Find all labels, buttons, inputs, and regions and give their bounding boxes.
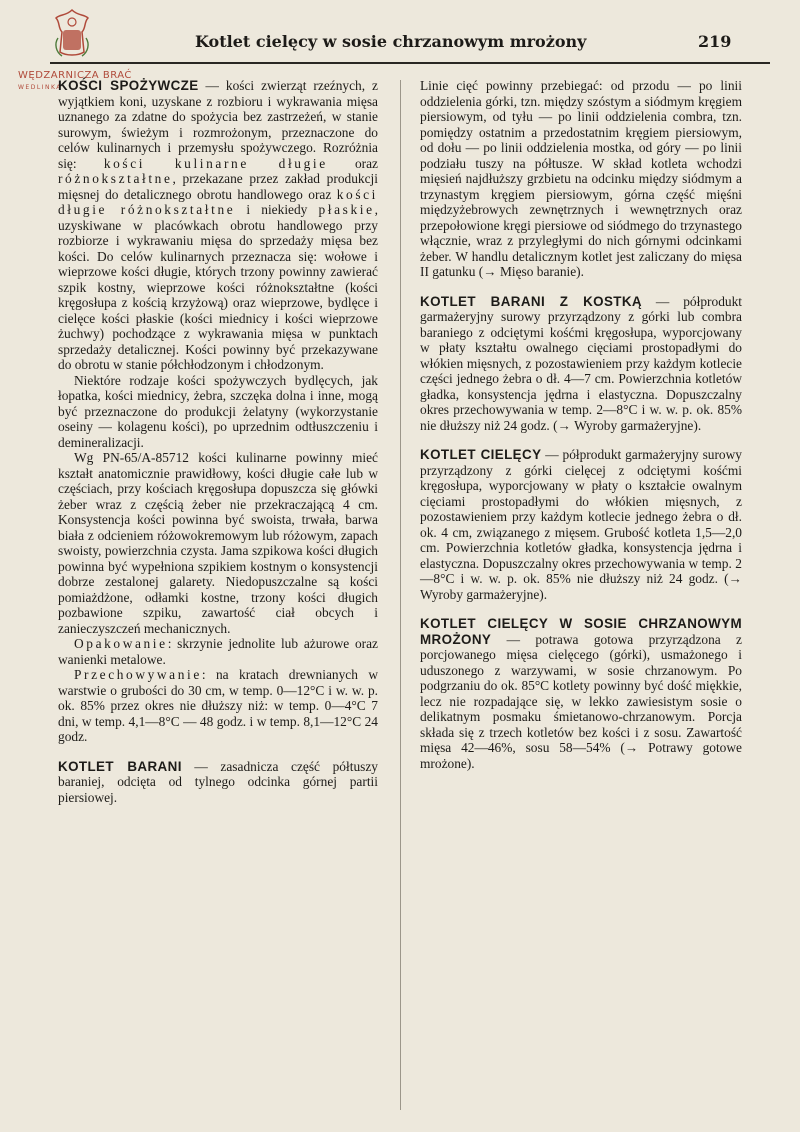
- header-rule: [50, 62, 770, 64]
- column-divider: [400, 80, 401, 1110]
- right-column: [420, 78, 742, 771]
- entry-kotlet-barani: [58, 759, 378, 806]
- entry-text: : na kratach drewnianych w warstwie o grubości do 30 cm, w temp. 0—12°C i w. w. p. ok. 85% przez okres nie dłuższy niż: w temp. 0—4°C 7 dni, w temp. 4,1—8°C — 48 godz. i w temp. 8,1—12°C 24 godz.: [58, 667, 378, 744]
- entry-kosci-spozywcze: [58, 78, 378, 373]
- crest-icon: [52, 8, 92, 60]
- entry-term: KOTLET BARANI: [58, 758, 182, 774]
- entry-text: , przekazane przez zakład produkcji mięsnej do detalicznego obrotu handlowego oraz: [58, 171, 378, 202]
- spaced-term: Opakowanie: [74, 636, 168, 651]
- watermark-title: WĘDZARNICZA BRAĆ: [18, 70, 132, 81]
- spaced-term: kości kulinarne długie: [103, 155, 328, 171]
- entry-kotlet-cielecy: [420, 447, 742, 602]
- left-column: [58, 78, 378, 805]
- paragraph-przechowywanie: [58, 667, 378, 745]
- entry-term: KOŚCI SPOŻYWCZE: [58, 78, 199, 93]
- watermark-logo: [30, 8, 114, 60]
- entry-kotlet-cielecy-w-sosie: [420, 616, 742, 771]
- entry-term: KOTLET BARANI Z KOSTKĄ: [420, 293, 643, 309]
- entry-text: i niekiedy: [235, 202, 319, 217]
- paragraph: Niektóre rodzaje kości spożywczych bydlęcych, jak łopatka, kości miednicy, żebra, szczęka dolna i inne, mogą być przeznaczone do produkcji żelatyny (wykorzystanie oseiny — kolagenu kości), po uprzednim odtłuszczeniu i demineralizacji.: [58, 372, 378, 450]
- entry-text: oraz: [327, 155, 379, 171]
- entry-text: — półprodukt garmażeryjny surowy przyrządzony z górki cielęcej z odciętymi kośćmi kręgosłupa, wyporcjowany w płaty o kształcie owalnym cięciami prostopadłymi do włókien mięsnych, z pozostawieniem przy każdym kotlecie jednego żebra o dł. ok. 4 cm, związanego z mięsem. Grubość kotleta 1,5—2,0 cm. Powierzchnia kotletów gładka, konsystencja jędrna i elastyczna. Dopuszczalny okres przechowywania w temp. 2—8°C i w. w. p. ok. 85% nie dłuższy niż 24 godz. (→ Wyroby garmażeryjne).: [420, 447, 742, 602]
- watermark-subtitle: WEDLINKA: [18, 84, 62, 91]
- spaced-term: kości długie różnokształtne: [58, 186, 378, 217]
- entry-kotlet-barani-z-kostka: [420, 294, 742, 434]
- entry-text: : skrzynie jednolite lub ażurowe oraz wanienki metalowe.: [58, 636, 378, 667]
- entry-term: KOTLET CIELĘCY W SOSIE CHRZANOWYM MROŻONY: [420, 616, 742, 647]
- spaced-term: różnokształtne: [58, 171, 173, 186]
- paragraph: Wg PN-65/A-85712 kości kulinarne powinny mieć kształt anatomicznie prawidłowy, kości długie całe lub w częściach, przy kościach kręgosłupa dopuszcza się główki żeber wraz z częścią żeber nie przekraczającą 4 cm. Konsystencja kości powinna być swoista, trwała, barwa biała z odcieniem różowokremowym lub różowym, zapach swoisty, powierzchnia czysta. Jama szpikowa kości długich powinna być wypełniona szpikiem kostnym o konsystencji dobrze zestalonej galarety. Niedopuszczalne są kości pomiażdżone, odłamki kostne, trzony kości długich pozbawione szpiku, zawartość ciał obcych i zanieczyszczeń mechanicznych.: [58, 450, 378, 636]
- paragraph-opakowanie: [58, 636, 378, 667]
- entry-term: KOTLET CIELĘCY: [420, 447, 542, 462]
- spaced-term: płaskie: [318, 202, 375, 217]
- spaced-term: Przechowywanie: [74, 667, 202, 682]
- paragraph: Linie cięć powinny przebiegać: od przodu — po linii oddzielenia górki, tzn. między szóstym a siódmym kręgiem piersiowym, od tyłu — po linii oddzielenia combra, tzn. pomiędzy ostatnim a przedostatnim kręgiem piersiowym, od dołu — po linii oddzielenia mostka, od góry — po linii podziału tuszy na półtusze. W skład kotleta wchodzi mięsień najdłuższy grzbietu na odcinku między siódmym a trzynastym kręgiem piersiowym, górna część mięśni międzyżebrowych zewnętrznych i wewnętrznych oraz przepołowione kręgi piersiowe od siódmego do trzynastego włącznie, wraz z przyległymi do nich górnymi odcinkami żeber. W handlu detalicznym kotlet jest zaliczany do mięsa II gatunku (→ Mięso baranie).: [420, 78, 742, 279]
- entry-text: — zasadnicza część półtuszy baraniej, odcięta od tylnego odcinka górnej partii piersiowej.: [58, 758, 378, 805]
- entry-text: , uzyskiwane w placówkach obrotu handlowego przy rozbiorze i wykrawaniu mięsa do sprzedaży mięsa bez kości. Do celów kulinarnych przeznacza się: wołowe i wieprzowe kości długie, których trzony powinny zawierać szpik kostny, wieprzowe kości różnokształtne (kości kręgosłupa z kością krzyżową) oraz wieprzowe, bydlęce i cielęce kości płaskie (kości miednicy i kości wieprzowe żuchwy) pochodzące z wykrawania mięsa w punktach sprzedaży detalicznej. Kości powinny być przekazywane do obrotu w stanie półchłodzonym i chłodzonym.: [58, 202, 378, 372]
- entry-text: — półprodukt garmażeryjny surowy przyrządzony z górki lub combra baraniego z odciętymi kośćmi kręgosłupa, wyporcjowany w płaty kształtu owalnego cięciami prostopadłymi do włókien mięsnych, z pozostawieniem przy każdym kotlecie części jednego żebra o dł. 4—7 cm. Powierzchnia kotletów gładka, konsystencja jędrna i elastyczna. Dopuszczalny okres przechowywania w temp. 2—8°C i w. w. p. ok. 85% nie dłuższy niż 24 godz. (→ Wyroby garmażeryjne).: [420, 293, 742, 433]
- running-title: Kotlet cielęcy w sosie chrzanowym mrożony: [195, 32, 587, 51]
- page-number: 219: [698, 32, 732, 51]
- entry-text: — kości zwierząt rzeźnych, z wyjątkiem koni, uzyskane z rozbioru i wykrawania mięsa uznanego za zdatne do spożycia bez zastrzeżeń, w stanie surowym, świeżym i rozmrożonym, przeznaczone do celów kulinarnych i przemysłu spożywczego. Rozróżnia się:: [58, 78, 378, 171]
- entry-text: — potrawa gotowa przyrządzona z porcjowanego mięsa cielęcego (górki), usmażonego i uduszonego z warzywami, w sosie chrzanowym. Po podgrzaniu do ok. 85°C kotlety powinny być dość miękkie, lecz nie rozpadające się, w lekko zawiesistym sosie o delikatnym posmaku śmietanowo-chrzanowym. Porcja składa się z trzech kotletów bez kości i z sosu. Zawartość mięsa 42—46%, sosu 58—54% (→ Potrawy gotowe mrożone).: [420, 631, 742, 771]
